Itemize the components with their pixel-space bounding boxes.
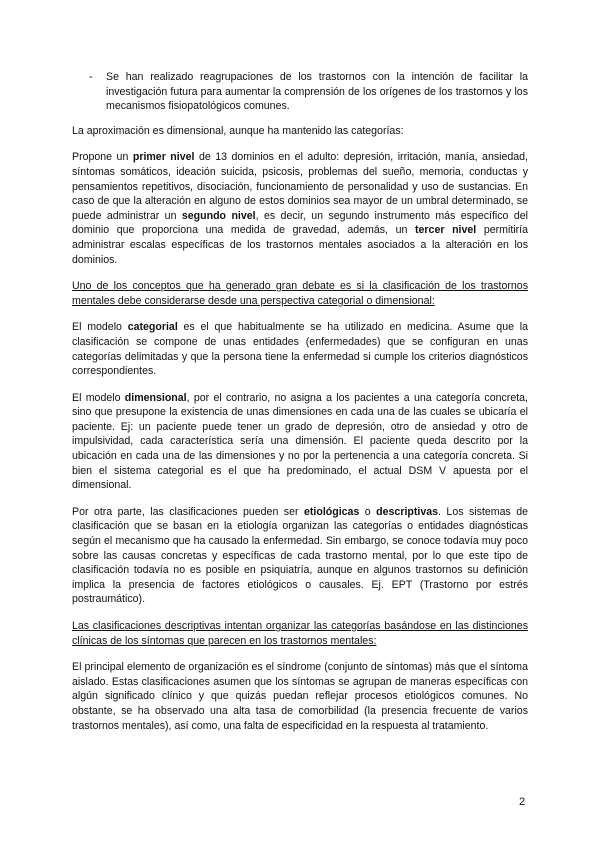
document-page: [72, 70, 528, 733]
term-primer-nivel: primer nivel: [132, 151, 195, 164]
term-dimensional: dimensional: [124, 391, 187, 404]
section-heading-descriptivas: Las clasificaciones descriptivas intentan organizar las categorías basándose en las distinciones clínicas de los síntomas que parecen en los trastornos mentales:: [72, 620, 528, 647]
term-tercer-nivel: tercer nivel: [415, 224, 477, 237]
paragraph-dimensional: El modelo dimensional, por el contrario, no asigna a los pacientes a una categoría concreta, sino que presupone la existencia de unas dimensiones en cada una de las cuales se ubicaría el paciente. Ej: un paciente puede tener un grado de depresión, otro de ansiedad y otro de impulsividad, cada característica sería una dimensión. El paciente queda descrito por la ubicación en cada una de las dimensiones y no por la pertenencia a una categoría concreta. Si bien el sistema categorial es el que ha predominado, el actual DSM V apuesta por el dimensional.: [72, 391, 528, 492]
page-number: 2: [519, 796, 526, 808]
paragraph-levels: Propone un primer nivel de 13 dominios en el adulto: depresión, irritación, manía, ansiedad, síntomas somáticos, ideación suicida, psicosis, problemas del sueño, memoria, conductas y pensamientos repetitivos, disociación, funcionamiento de personalidad y uso de sustancias. En caso de que la alteración en alguno de estos dominios sea mayor de un umbral determinado, se puede administrar un segundo nivel, es decir, un segundo instrumento más específico del dominio que proporciona una medida de gravedad, además, un tercer nivel permitiría administrar escalas específicas de los trastornos mentales asociados a la alteración en los dominios.: [72, 151, 529, 266]
section-heading-debate: Uno de los conceptos que ha generado gran debate es si la clasificación de los trastornos mentales debe considerarse desde una perspectiva categorial o dimensional:: [72, 280, 528, 307]
bullet-text: Se han realizado reagrupaciones de los trastornos con la intención de facilitar la investigación futura para aumentar la comprensión de los orígenes de los trastornos y los mecanismos fisiopatológicos comunes.: [106, 71, 528, 113]
term-segundo-nivel: segundo nivel: [181, 209, 256, 222]
paragraph-sindrome: El principal elemento de organización es el síndrome (conjunto de síntomas) más que el síntoma aislado. Estas clasificaciones asumen que los síntomas se agrupan de maneras específicas con algún significado clínico y que quizás puedan reflejar procesos etiológicos comunes. No obstante, se ha observado una alta tasa de comorbilidad (la presencia frecuente de varios trastornos mentales), así como, una falta de especificidad en la respuesta al tratamiento.: [72, 661, 528, 732]
term-categorial: categorial: [127, 321, 178, 334]
term-etiologicas: etiológicas: [304, 505, 360, 518]
bullet-item: [72, 70, 528, 114]
term-descriptivas: descriptivas: [376, 505, 439, 518]
paragraph-approach: La aproximación es dimensional, aunque ha mantenido las categorías:: [72, 124, 404, 137]
bullet-marker: -: [89, 71, 93, 83]
paragraph-etiologicas: Por otra parte, las clasificaciones pueden ser etiológicas o descriptivas. Los sistemas de clasificación que se basan en la etiología organizan las categorías o entidades diagnósticas según el mecanismo que ha causado la enfermedad. Sin embargo, se conoce todavía muy poco sobre las causas concretas y específicas de cada trastorno mental, por lo que este tipo de clasificación todavía no es posible en psiquiatría, aunque en algunos trastornos su definición implica la presencia de factores etiológicos o causales. Ej. EPT (Trastorno por estrés postraumático).: [72, 505, 529, 606]
paragraph-categorial: El modelo categorial es el que habitualmente se ha utilizado en medicina. Asume que la clasificación se compone de unas entidades (enfermedades) que se configuran en unas categorías delimitadas y que la persona tiene la enfermedad si cumple los criterios diagnósticos correspondientes.: [72, 321, 528, 378]
